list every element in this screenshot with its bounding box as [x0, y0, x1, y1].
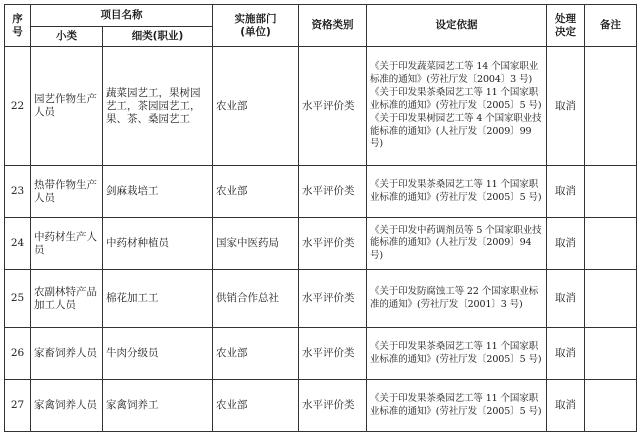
row-basis — [367, 380, 547, 432]
row-seq: 27 — [5, 380, 31, 432]
row-remarks — [585, 270, 637, 328]
row-seq: 22 — [5, 47, 31, 166]
row-detail: 剑麻栽培工 — [103, 166, 213, 218]
row-dept: 农业部 — [213, 166, 299, 218]
header-dept-line2: (单位) — [240, 25, 271, 38]
row-dept: 供销合作总社 — [213, 270, 299, 328]
row-decision: 取消 — [547, 166, 585, 218]
header-dept-line1: 实施部门 — [234, 12, 277, 25]
table-row — [5, 328, 637, 380]
row-decision: 取消 — [547, 328, 585, 380]
header-remarks: 备注 — [585, 5, 637, 47]
row-subcategory: 热带作物生产人员 — [31, 166, 103, 218]
header-dept — [213, 5, 299, 47]
header-seq: 序号 — [5, 5, 31, 47]
row-remarks — [585, 380, 637, 432]
header-row-primary — [5, 5, 637, 27]
table-row — [5, 380, 637, 432]
row-decision: 取消 — [547, 47, 585, 166]
document-page — [4, 4, 636, 444]
row-detail: 牛肉分级员 — [103, 328, 213, 380]
row-seq: 24 — [5, 218, 31, 270]
header-qualification-type: 资格类别 — [299, 5, 367, 47]
header-decision-line2: 决定 — [555, 25, 576, 38]
row-basis — [367, 218, 547, 270]
basis-entry: 《关于印发中药调剂员等 5 个国家职业技能标准的通知》(人社厅发〔2009〕94 号) — [370, 224, 542, 261]
row-dept: 农业部 — [213, 47, 299, 166]
header-detail-category: 细类(职业) — [103, 27, 213, 47]
row-subcategory: 家畜饲养人员 — [31, 328, 103, 380]
row-subcategory: 家禽饲养人员 — [31, 380, 103, 432]
row-decision: 取消 — [547, 380, 585, 432]
row-qualification: 水平评价类 — [299, 328, 367, 380]
row-detail: 棉花加工工 — [103, 270, 213, 328]
basis-entry: 《关于印发果树园艺工等 4 个国家职业技能标准的通知》(人社厅发〔2009〕99 号) — [370, 113, 542, 150]
row-decision: 取消 — [547, 218, 585, 270]
qualification-table — [4, 4, 637, 432]
row-subcategory: 园艺作物生产人员 — [31, 47, 103, 166]
row-qualification: 水平评价类 — [299, 270, 367, 328]
table-row — [5, 270, 637, 328]
row-qualification: 水平评价类 — [299, 47, 367, 166]
basis-entry: 《关于印发防腐蚀工等 22 个国家职业标准的通知》(劳社厅发〔2001〕3 号) — [370, 286, 539, 310]
row-subcategory: 农副林特产品加工人员 — [31, 270, 103, 328]
row-remarks — [585, 218, 637, 270]
row-detail: 蔬菜园艺工，果树园艺工，茶园园艺工，果、茶、桑园艺工 — [103, 47, 213, 166]
header-basis: 设定依据 — [367, 5, 547, 47]
basis-entry: 《关于印发果茶桑园艺工等 11 个国家职业标准的通知》(劳社厅发〔2005〕5 号) — [370, 179, 542, 203]
table-row — [5, 166, 637, 218]
basis-entry: 《关于印发果茶桑园艺工等 11 个国家职业标准的通知》(劳社厅发〔2005〕5 号) — [370, 393, 542, 417]
row-dept: 农业部 — [213, 328, 299, 380]
row-detail: 家禽饲养工 — [103, 380, 213, 432]
row-qualification: 水平评价类 — [299, 166, 367, 218]
row-dept: 农业部 — [213, 380, 299, 432]
table-row — [5, 218, 637, 270]
row-subcategory: 中药材生产人员 — [31, 218, 103, 270]
header-decision-line1: 处理 — [555, 12, 576, 25]
row-qualification: 水平评价类 — [299, 218, 367, 270]
header-decision — [547, 5, 585, 47]
row-remarks — [585, 166, 637, 218]
row-detail: 中药材种植员 — [103, 218, 213, 270]
basis-entry: 《关于印发果茶桑园艺工等 11 个国家职业标准的通知》(劳社厅发〔2005〕5 号) — [370, 341, 542, 365]
row-seq: 25 — [5, 270, 31, 328]
row-seq: 23 — [5, 166, 31, 218]
basis-entry: 《关于印发果茶桑园艺工等 11 个国家职业标准的通知》(劳社厅发〔2005〕5 号) — [370, 87, 542, 111]
row-decision: 取消 — [547, 270, 585, 328]
header-project-name: 项目名称 — [31, 5, 213, 27]
basis-entry: 《关于印发蔬菜园艺工等 14 个国家职业标准的通知》(劳社厅发〔2004〕3 号) — [370, 61, 539, 85]
row-remarks — [585, 47, 637, 166]
row-remarks — [585, 328, 637, 380]
table-row — [5, 47, 637, 166]
row-qualification: 水平评价类 — [299, 380, 367, 432]
row-basis — [367, 166, 547, 218]
row-basis — [367, 328, 547, 380]
row-basis — [367, 270, 547, 328]
row-basis — [367, 47, 547, 166]
row-dept: 国家中医药局 — [213, 218, 299, 270]
row-seq: 26 — [5, 328, 31, 380]
header-subcategory: 小类 — [31, 27, 103, 47]
